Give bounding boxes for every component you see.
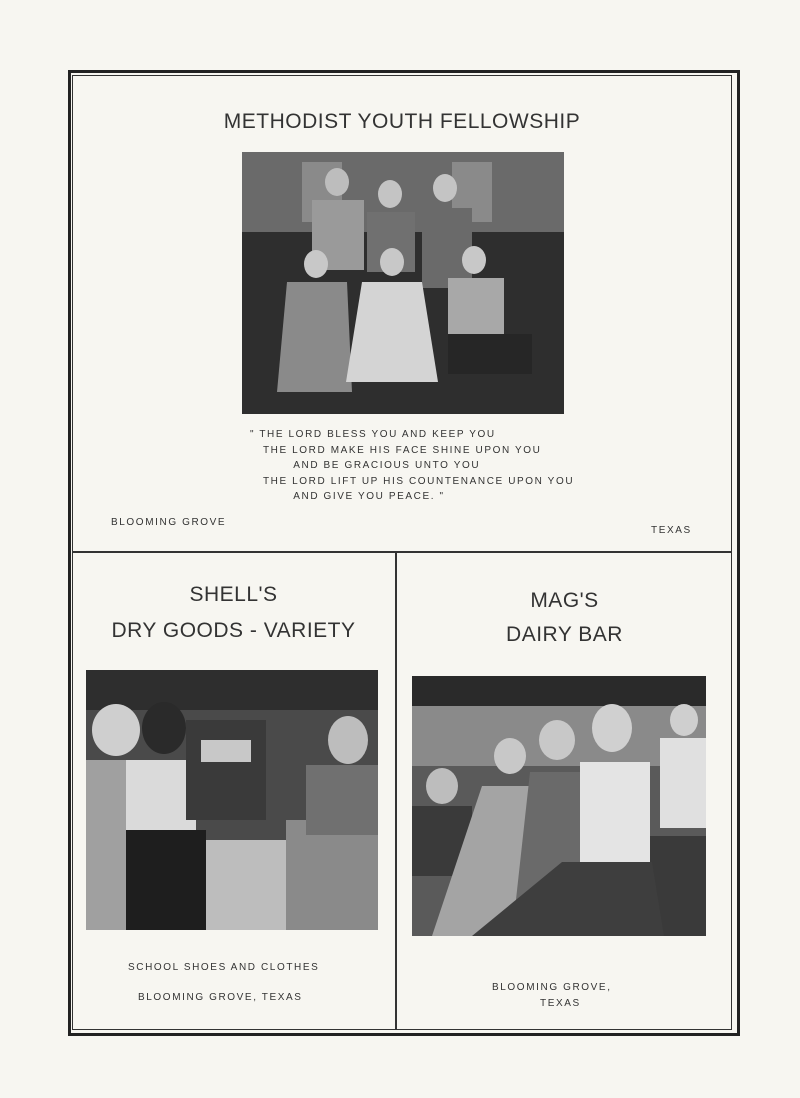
shell-caption-2: BLOOMING GROVE, TEXAS	[138, 992, 303, 1003]
mvf-group-photo	[242, 152, 564, 414]
shell-title-line1: SHELL'S	[189, 583, 278, 606]
mags-caption-2: TEXAS	[540, 998, 581, 1009]
shell-store-photo	[86, 670, 378, 930]
mvf-location-left: BLOOMING GROVE	[111, 517, 227, 528]
shell-title-line2: DRY GOODS - VARIETY	[111, 619, 356, 642]
quote-line: THE LORD MAKE HIS FACE SHINE UPON YOU	[250, 444, 542, 456]
quote-line: AND BE GRACIOUS UNTO YOU	[250, 460, 481, 471]
quote-line: THE LORD LIFT UP HIS COUNTENANCE UPON YOU	[250, 475, 575, 487]
quote-line: AND GIVE YOU PEACE. "	[250, 491, 445, 502]
benediction-quote	[250, 427, 574, 505]
mags-caption-1: BLOOMING GROVE,	[492, 982, 612, 993]
shell-caption-1: SCHOOL SHOES AND CLOTHES	[128, 962, 320, 973]
mvf-title: METHODIST YOUTH FELLOWSHIP	[223, 110, 581, 133]
quote-line: " THE LORD BLESS YOU AND KEEP YOU	[250, 429, 496, 440]
mvf-location-right: TEXAS	[651, 525, 692, 536]
section-divider-horizontal	[72, 551, 732, 553]
mags-dairy-bar-photo	[412, 676, 706, 936]
mags-title-line2: DAIRY BAR	[506, 623, 623, 646]
mags-title-line1: MAG'S	[530, 589, 599, 612]
